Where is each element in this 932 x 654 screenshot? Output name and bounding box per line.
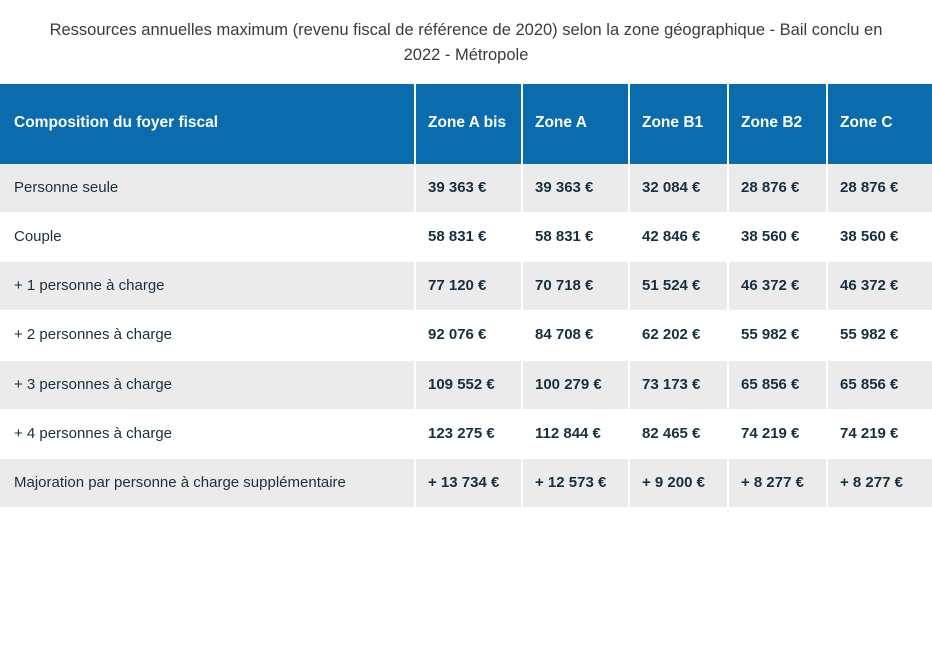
cell-zone-a: 70 718 €: [522, 262, 629, 311]
cell-zone-a: 100 279 €: [522, 360, 629, 409]
cell-zone-a-bis: + 13 734 €: [415, 459, 522, 508]
table-row: [0, 311, 932, 360]
cell-zone-c: + 8 277 €: [827, 459, 932, 508]
cell-zone-a-bis: 39 363 €: [415, 164, 522, 213]
cell-zone-a-bis: 77 120 €: [415, 262, 522, 311]
cell-zone-c: 65 856 €: [827, 360, 932, 409]
cell-zone-a-bis: 92 076 €: [415, 311, 522, 360]
column-header-zone-a: Zone A: [522, 84, 629, 164]
cell-zone-b1: 32 084 €: [629, 164, 728, 213]
cell-zone-b1: 73 173 €: [629, 360, 728, 409]
cell-zone-b1: 62 202 €: [629, 311, 728, 360]
cell-zone-c: 28 876 €: [827, 164, 932, 213]
cell-zone-c: 74 219 €: [827, 409, 932, 458]
cell-zone-a: 112 844 €: [522, 409, 629, 458]
cell-zone-c: 38 560 €: [827, 212, 932, 261]
row-label: + 3 personnes à charge: [0, 360, 415, 409]
table-row: [0, 212, 932, 261]
table-header: [0, 84, 932, 164]
header-row: [0, 84, 932, 164]
table-row: [0, 459, 932, 508]
cell-zone-a-bis: 123 275 €: [415, 409, 522, 458]
cell-zone-b2: 65 856 €: [728, 360, 827, 409]
cell-zone-c: 55 982 €: [827, 311, 932, 360]
row-label: + 4 personnes à charge: [0, 409, 415, 458]
cell-zone-b1: 42 846 €: [629, 212, 728, 261]
cell-zone-a-bis: 58 831 €: [415, 212, 522, 261]
cell-zone-b2: 46 372 €: [728, 262, 827, 311]
row-label: Personne seule: [0, 164, 415, 213]
cell-zone-a-bis: 109 552 €: [415, 360, 522, 409]
table-row: [0, 360, 932, 409]
cell-zone-a: 84 708 €: [522, 311, 629, 360]
cell-zone-b2: 38 560 €: [728, 212, 827, 261]
cell-zone-a: 39 363 €: [522, 164, 629, 213]
row-label: + 2 personnes à charge: [0, 311, 415, 360]
column-header-composition: Composition du foyer fiscal: [0, 84, 415, 164]
column-header-zone-b2: Zone B2: [728, 84, 827, 164]
cell-zone-c: 46 372 €: [827, 262, 932, 311]
table-row: [0, 409, 932, 458]
cell-zone-b2: 55 982 €: [728, 311, 827, 360]
cell-zone-b1: + 9 200 €: [629, 459, 728, 508]
cell-zone-b1: 51 524 €: [629, 262, 728, 311]
cell-zone-b2: 74 219 €: [728, 409, 827, 458]
table-row: [0, 164, 932, 213]
column-header-zone-b1: Zone B1: [629, 84, 728, 164]
row-label: + 1 personne à charge: [0, 262, 415, 311]
cell-zone-a: 58 831 €: [522, 212, 629, 261]
cell-zone-b2: + 8 277 €: [728, 459, 827, 508]
table-body: [0, 164, 932, 508]
table-caption: Ressources annuelles maximum (revenu fiscal de référence de 2020) selon la zone géographique - Bail conclu en 2022 - Métropole: [49, 21, 883, 64]
cell-zone-a: + 12 573 €: [522, 459, 629, 508]
cell-zone-b2: 28 876 €: [728, 164, 827, 213]
column-header-zone-c: Zone C: [827, 84, 932, 164]
table-row: [0, 262, 932, 311]
cell-zone-b1: 82 465 €: [629, 409, 728, 458]
row-label: Majoration par personne à charge supplémentaire: [0, 459, 415, 508]
row-label: Couple: [0, 212, 415, 261]
resources-table: [0, 84, 932, 509]
column-header-zone-a-bis: Zone A bis: [415, 84, 522, 164]
